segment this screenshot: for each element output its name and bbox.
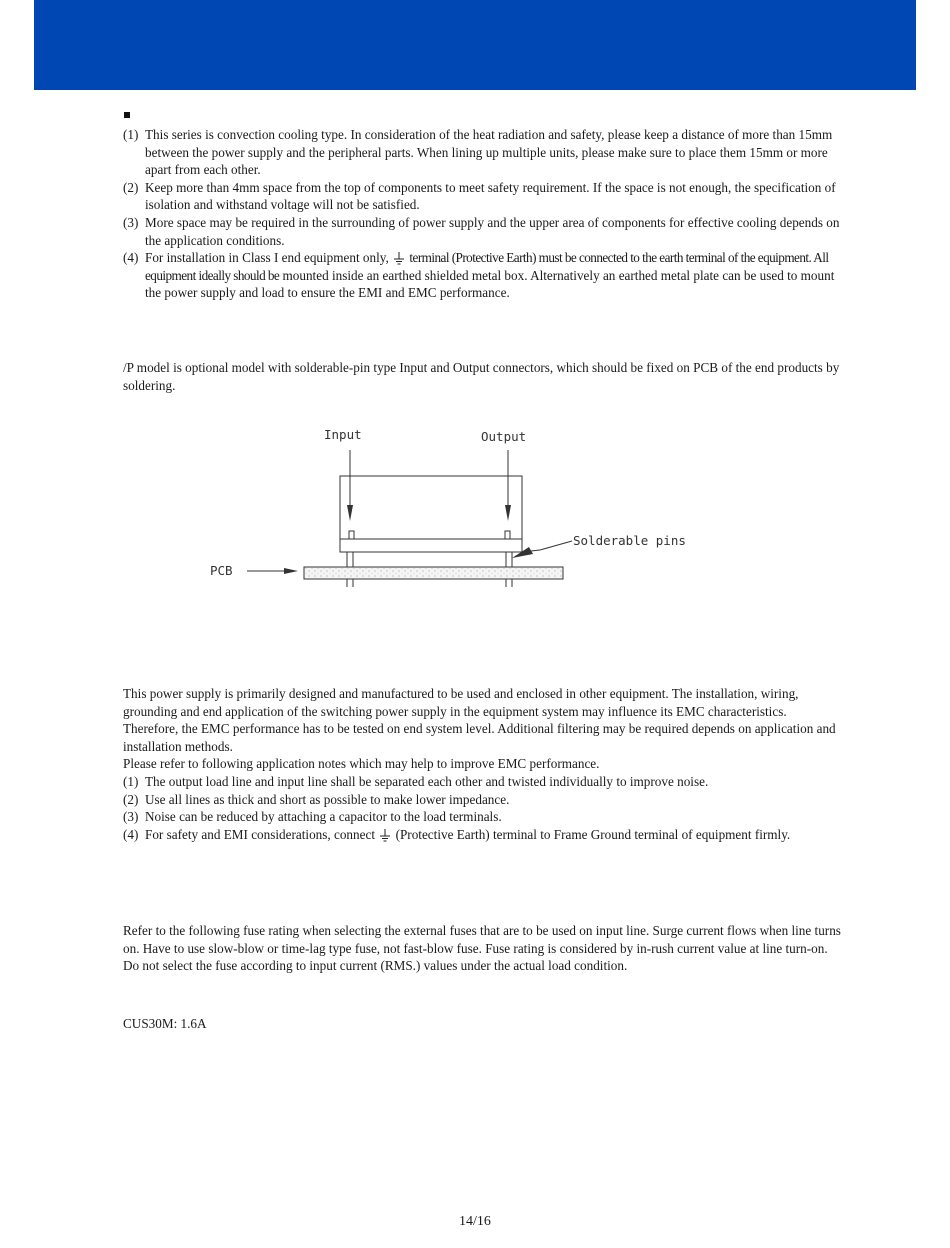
solderable-pins-label: Solderable pins xyxy=(573,533,686,548)
pmodel-text: /P model is optional model with solderable-pin type Input and Output connectors, which should be fixed on PCB of the end products by soldering. xyxy=(123,360,840,393)
ground-icon xyxy=(378,828,392,842)
emc-note-1: (1) The output load line and input line shall be separated each other and twisted individually to improve noise. xyxy=(123,773,709,789)
page-number: 14/16 xyxy=(459,1214,491,1229)
emc-section xyxy=(123,685,843,843)
emc-intro: This power supply is primarily designed and manufactured to be used and enclosed in other equipment. The installation, wiring, grounding and end application of the switching power supply in the equipment system may influence its EMC characteristics. Therefore, the EMC performance has to be tested on end system level. Additional filtering may be required depends on application and installation methods. xyxy=(123,686,836,754)
emc-refer: Please refer to following application notes which may help to improve EMC performance. xyxy=(123,756,600,772)
fuse-rating: CUS30M: 1.6A xyxy=(123,1016,207,1031)
pins-leader xyxy=(540,541,572,550)
section-bullet xyxy=(124,112,130,118)
output-label: Output xyxy=(481,429,527,444)
install-notes xyxy=(123,126,843,302)
install-note-1: (1) This series is convection cooling type. In consideration of the heat radiation and safety, please keep a distance of more than 15mm between the power supply and the peripheral parts. When lining up multiple units, please make sure to place them 15mm or more apart from each other. xyxy=(123,127,833,178)
header-band xyxy=(34,0,916,90)
install-note-3: (3) More space may be required in the surrounding of power supply and the upper area of components for effective cooling depends on the application conditions. xyxy=(123,214,840,248)
emc-note-3: (3) Noise can be reduced by attaching a capacitor to the load terminals. xyxy=(123,809,502,825)
input-arrow-head xyxy=(347,505,353,521)
input-label: Input xyxy=(324,427,362,442)
module-body xyxy=(340,476,522,552)
pcb-label: PCB xyxy=(210,563,233,578)
pmodel-paragraph xyxy=(123,359,843,394)
solderable-pin-diagram xyxy=(200,420,720,595)
input-connector xyxy=(349,531,354,539)
install-note-4: (4) For installation in Class I end equipment only, terminal (Protective Earth) must be connected to the earth terminal of the equipment. All equipment ideally should be mounted inside an earthed shielded metal box. Alternatively an earthed metal plate can be used to mount the power supply and load to ensure the EMI and EMC performance. xyxy=(123,250,835,301)
emc-note-2: (2) Use all lines as thick and short as possible to make lower impedance. xyxy=(123,791,510,807)
install-note-2: (2) Keep more than 4mm space from the top of components to meet safety requirement. If the space is not enough, the specification of isolation and withstand voltage will not be satisfied. xyxy=(123,179,836,213)
pcb-arrow-head xyxy=(284,568,298,574)
ground-icon xyxy=(392,251,406,265)
fuse-rating-block xyxy=(123,1015,843,1033)
fuse-section xyxy=(123,922,843,975)
pcb-texture xyxy=(304,567,563,579)
fuse-text: Refer to the following fuse rating when selecting the external fuses that are to be used on input line. Surge current flows when line turns on. Have to use slow-blow or time-lag type fuse, not fast-blow fuse. Fuse rating is considered by in-rush current value at line turn-on. Do not select the fuse according to input current (RMS.) values under the actual load condition. xyxy=(123,923,841,974)
emc-note-4: (4) For safety and EMI considerations, connect (Protective Earth) terminal to Frame Ground terminal of equipment firmly. xyxy=(123,826,791,842)
output-connector xyxy=(505,531,510,539)
output-arrow-head xyxy=(505,505,511,521)
